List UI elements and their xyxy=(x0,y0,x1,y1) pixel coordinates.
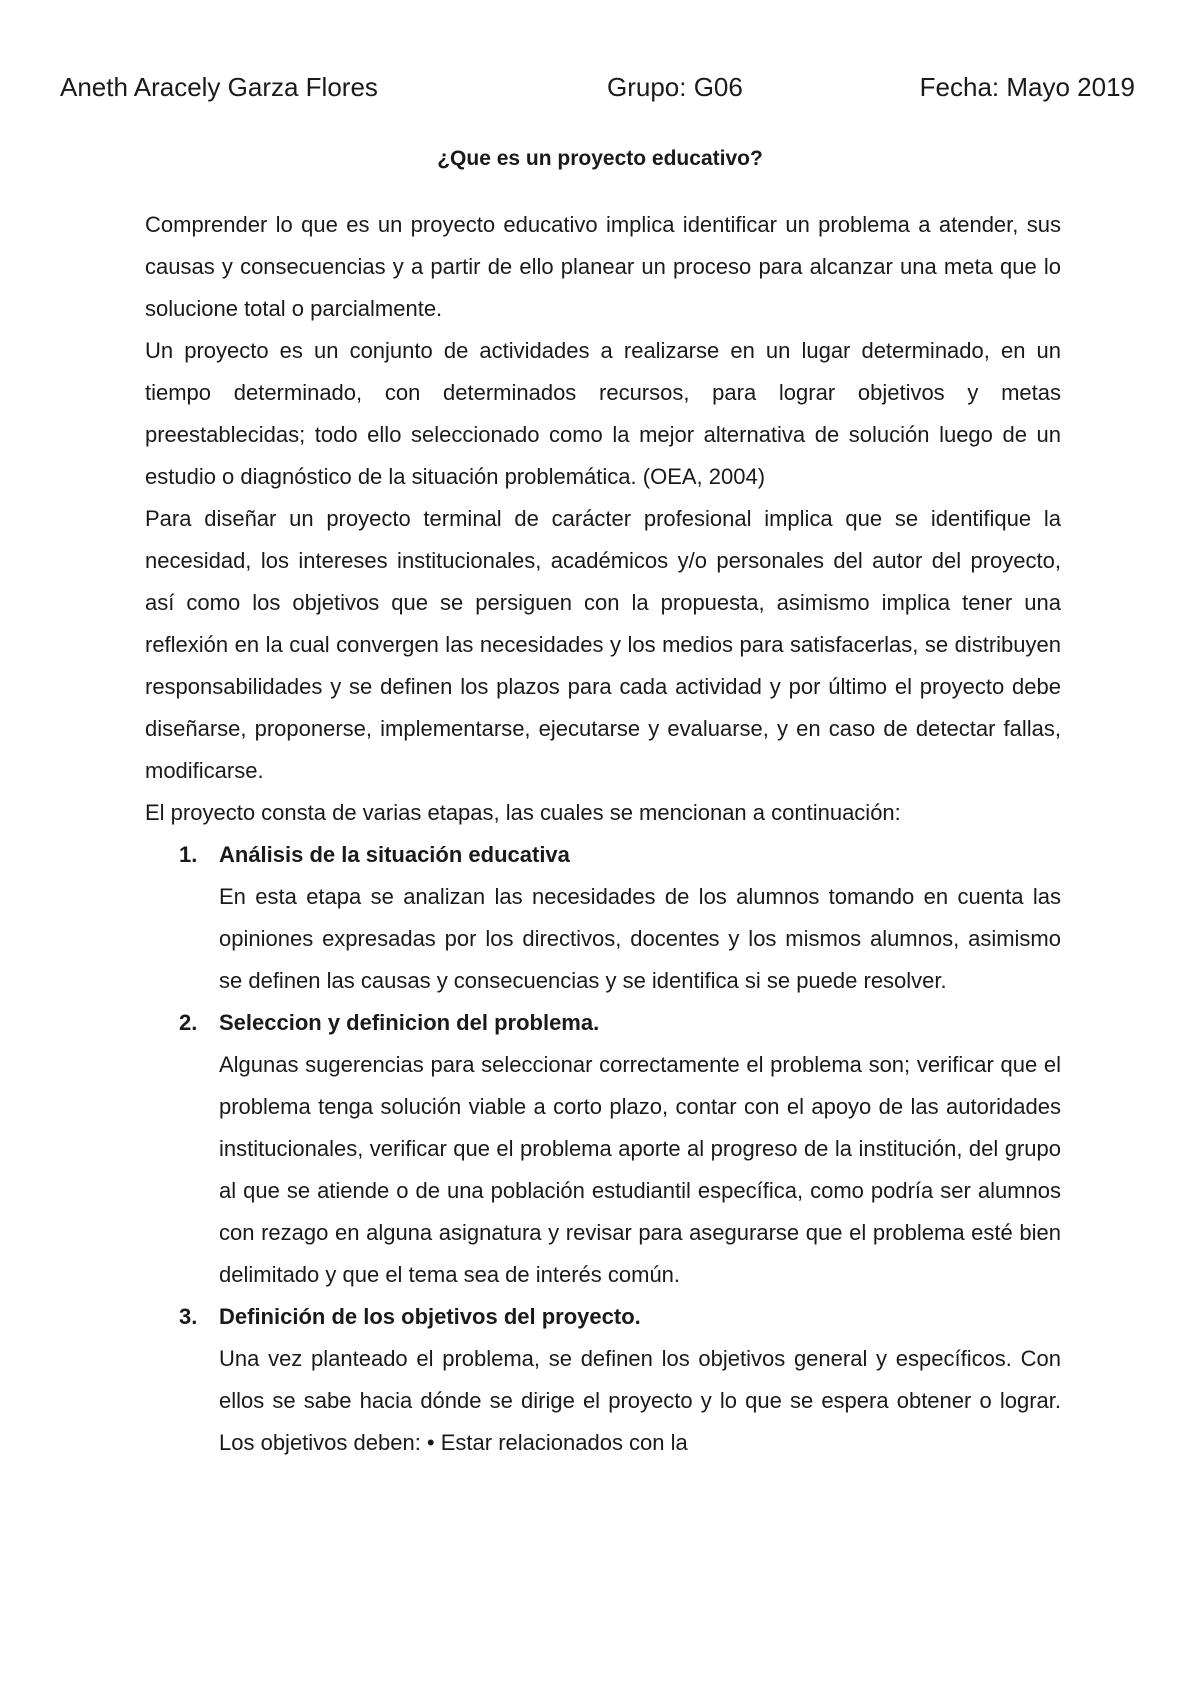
stage-item xyxy=(145,1002,1061,1296)
stage-title: Análisis de la situación educativa xyxy=(219,842,570,867)
stage-body: En esta etapa se analizan las necesidades de los alumnos tomando en cuenta las opiniones expresadas por los directivos, docentes y los mismos alumnos, asimismo se definen las causas y consecuencias y se identifica si se puede resolver. xyxy=(219,884,1061,993)
group-label: Grupo: G06 xyxy=(607,72,743,102)
paragraph: Para diseñar un proyecto terminal de carácter profesional implica que se identifique la necesidad, los intereses institucionales, académicos y/o personales del autor del proyecto, así como los objetivos que se persiguen con la propuesta, asimismo implica tener una reflexión en la cual convergen las necesidades y los medios para satisfacerlas, se distribuyen responsabilidades y se definen los plazos para cada actividad y por último el proyecto debe diseñarse, proponerse, implementarse, ejecutarse y evaluarse, y en caso de detectar fallas, modificarse. xyxy=(145,506,1061,783)
stage-item xyxy=(145,1296,1061,1464)
author-name: Aneth Aracely Garza Flores xyxy=(60,72,378,102)
stage-item xyxy=(145,834,1061,1002)
document-title: ¿Que es un proyecto educativo? xyxy=(437,147,763,170)
stages-list xyxy=(145,834,1061,1464)
stage-title: Seleccion y definicion del problema. xyxy=(219,1010,600,1035)
page-header xyxy=(60,72,1135,112)
stage-number: 3. xyxy=(179,1304,198,1329)
date-label: Fecha: Mayo 2019 xyxy=(919,72,1135,102)
paragraph: Comprender lo que es un proyecto educativo implica identificar un problema a atender, sus causas y consecuencias y a partir de ello planear un proceso para alcanzar una meta que lo solucione total o parcialmente. xyxy=(145,212,1061,321)
paragraph: El proyecto consta de varias etapas, las cuales se mencionan a continuación: xyxy=(145,800,901,825)
stage-number: 2. xyxy=(179,1010,198,1035)
stage-title: Definición de los objetivos del proyecto. xyxy=(219,1304,641,1329)
stage-body: Algunas sugerencias para seleccionar correctamente el problema son; verificar que el problema tenga solución viable a corto plazo, contar con el apoyo de las autoridades institucionales, verificar que el problema aporte al progreso de la institución, del grupo al que se atiende o de una población estudiantil específica, como podría ser alumnos con rezago en alguna asignatura y revisar para asegurarse que el problema esté bien delimitado y que el tema sea de interés común. xyxy=(219,1052,1061,1287)
stage-number: 1. xyxy=(179,842,198,867)
stage-body: Una vez planteado el problema, se definen los objetivos general y específicos. Con ellos se sabe hacia dónde se dirige el proyecto y lo que se espera obtener o lograr. Los objetivos deben: • Estar relacionados con la xyxy=(219,1346,1061,1455)
paragraph: Un proyecto es un conjunto de actividades a realizarse en un lugar determinado, en un tiempo determinado, con determinados recursos, para lograr objetivos y metas preestablecidas; todo ello seleccionado como la mejor alternativa de solución luego de un estudio o diagnóstico de la situación problemática. (OEA, 2004) xyxy=(145,338,1061,489)
document-body xyxy=(145,204,1061,1464)
